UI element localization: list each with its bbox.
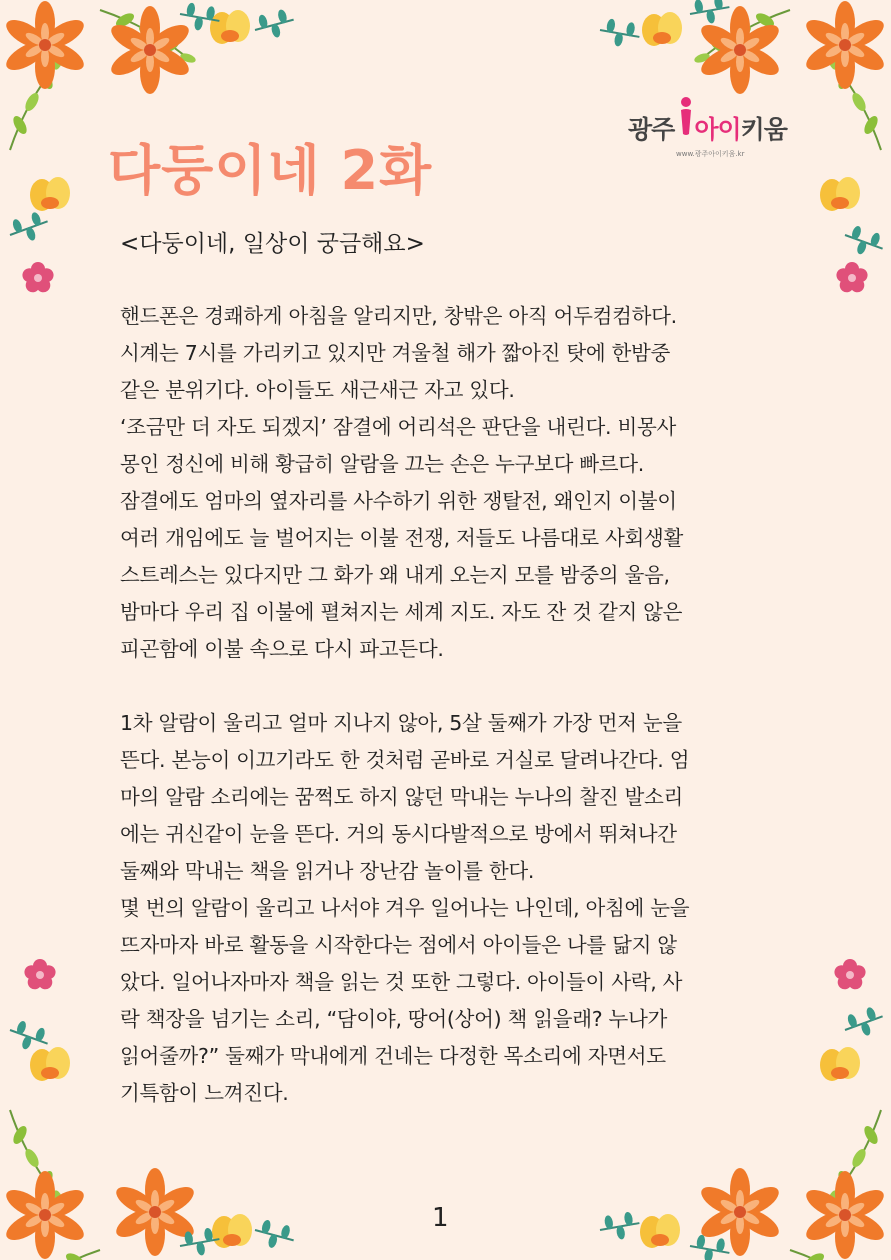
text-line: 몽인 정신에 비해 황급히 알람을 끄는 손은 누구보다 빠르다. — [120, 452, 645, 476]
page-title: 다둥이네 2화 — [108, 139, 433, 202]
text-line: 밤마다 우리 집 이불에 펼쳐지는 세계 지도. 자도 잔 것 같지 않은 — [120, 600, 683, 624]
text-line: 스트레스는 있다지만 그 화가 왜 내게 오는지 모를 밤중의 울음, — [120, 563, 670, 587]
text-line: 락 책장을 넘기는 소리, “담이야, 땅어(상어) 책 읽을래? 누나가 — [120, 1007, 668, 1031]
logo-url: www.광주아이키움.kr — [676, 150, 745, 158]
text-line: 읽어줄까?” 둘째가 막내에게 건네는 다정한 목소리에 자면서도 — [120, 1044, 666, 1068]
text-line: 같은 분위기다. 아이들도 새근새근 자고 있다. — [120, 378, 515, 402]
text-line: 기특함이 느껴진다. — [120, 1081, 289, 1105]
text-line: 1차 알람이 울리고 얼마 지나지 않아, 5살 둘째가 가장 먼저 눈을 — [120, 711, 682, 735]
paragraph-2 — [120, 705, 785, 1112]
gwangju-ikium-logo — [628, 92, 808, 162]
text-line: 잠결에도 엄마의 옆자리를 사수하기 위한 쟁탈전, 왜인지 이불이 — [120, 489, 677, 513]
logo-part-gwangju: 광주 — [628, 115, 675, 144]
text-line: 았다. 일어나자마자 책을 읽는 것 또한 그렇다. 아이들이 사락, 사 — [120, 970, 683, 994]
text-line: 핸드폰은 경쾌하게 아침을 알리지만, 창밖은 아직 어두컴컴하다. — [120, 304, 677, 328]
text-line: 마의 알람 소리에는 꿈쩍도 하지 않던 막내는 누나의 찰진 발소리 — [120, 785, 684, 809]
logo-pin-icon — [678, 96, 694, 136]
text-line: 뜨자마자 바로 활동을 시작한다는 점에서 아이들은 나를 닮지 않 — [120, 933, 677, 957]
page-number: 1 — [432, 1203, 449, 1233]
text-line: 에는 귀신같이 눈을 뜬다. 거의 동시다발적으로 방에서 뛰쳐나간 — [120, 822, 677, 846]
paragraph-spacer — [120, 668, 785, 705]
text-line: 시계는 7시를 가리키고 있지만 겨울철 해가 짧아진 탓에 한밤중 — [120, 341, 671, 365]
text-line: ‘조금만 더 자도 되겠지’ 잠결에 어리석은 판단을 내린다. 비몽사 — [120, 415, 676, 439]
article-body — [120, 298, 785, 1112]
paragraph-1 — [120, 298, 785, 668]
text-line: 둘째와 막내는 책을 읽거나 장난감 놀이를 한다. — [120, 859, 535, 883]
logo-part-kium: 키움 — [740, 115, 787, 144]
logo-part-ai: 아이 — [694, 115, 741, 144]
text-line: 몇 번의 알람이 울리고 나서야 겨우 일어나는 나인데, 아침에 눈을 — [120, 896, 690, 920]
text-line: 피곤함에 이불 속으로 다시 파고든다. — [120, 637, 444, 661]
text-line: 뜬다. 본능이 이끄기라도 한 것처럼 곧바로 거실로 달려나간다. 엄 — [120, 748, 690, 772]
logo-text — [628, 110, 787, 146]
text-line: 여러 개임에도 늘 벌어지는 이불 전쟁, 저들도 나름대로 사회생활 — [120, 526, 684, 550]
page-subtitle: <다둥이네, 일상이 궁금해요> — [120, 231, 425, 257]
